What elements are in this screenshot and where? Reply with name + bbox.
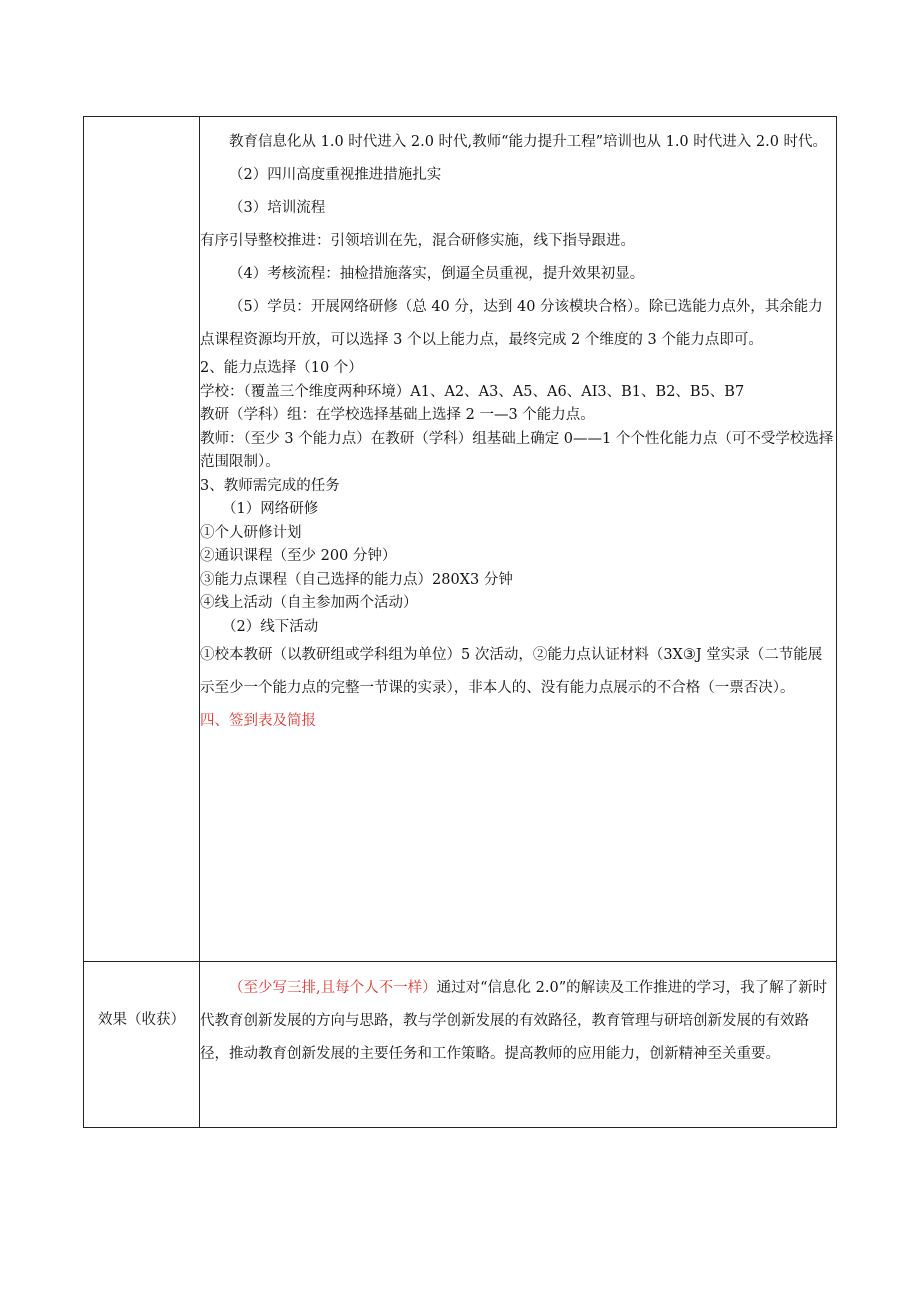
task-4: ④线上活动（自主参加两个活动） (200, 595, 418, 611)
section-3-heading: 3、教师需完成的任务 (200, 477, 340, 494)
offline-detail: ①校本教研（以教研组或学科组为单位）5 次活动，②能力点认证材料（3X③J 堂实录（二节能展示至少一个能力点的完整一节课的实录），非本人的、没有能力点展示的不合格（一票否决）。 (200, 647, 823, 696)
training-flow: 有序引导整校推进：引领培训在先，混合研修实施，线下指导跟进。 (200, 233, 635, 249)
effect-text: 通过对“信息化 2.0”的解读及工作推进的学习，我了解了新时代教育创新发展的方向与思路，教与学创新发展的有效路径，教育管理与研培创新发展的有效路径，推动教育创新发展的主要任务和工作策略。提高教师的应用能力，创新精神至关重要。 (200, 980, 828, 1062)
group-selection: 教研（学科）组：在学校选择基础上选择 2 一—3 个能力点。 (200, 407, 595, 423)
effect-label-cell (84, 962, 200, 1128)
effect-label: 效果（收获） (98, 1012, 185, 1028)
effect-note: （至少写三排,且每个人不一样） (229, 980, 437, 996)
task-2: ②通识课程（至少 200 分钟） (200, 548, 397, 564)
effect-row (84, 962, 837, 1128)
intro-paragraph: 教育信息化从 1.0 时代进入 2.0 时代,教师“能力提升工程”培训也从 1.0 时代进入 2.0 时代。 (229, 134, 828, 150)
report-table (83, 116, 837, 1128)
effect-content-cell (200, 962, 837, 1128)
section-2-heading: 2、能力点选择（10 个） (200, 360, 363, 376)
effect-paragraph (200, 972, 836, 1071)
school-selection: 学校：（覆盖三个维度两种环境）A1、A2、A3、A5、A6、AI3、B1、B2、B5、B7 (200, 383, 745, 400)
content-row (84, 117, 837, 962)
task-1: ①个人研修计划 (200, 524, 302, 541)
offline-heading: （2）线下活动 (222, 618, 319, 635)
content-cell (200, 117, 837, 962)
section-4-heading: 四、签到表及简报 (200, 713, 316, 729)
task-3: ③能力点课程（自己选择的能力点）280X3 分钟 (200, 571, 513, 588)
online-study-heading: （1）网络研修 (222, 501, 319, 517)
item-5: （5）学员：开展网络研修（总 40 分，达到 40 分该模块合格）。除已选能力点外，其余能力点课程资源均开放，可以选择 3 个以上能力点，最终完成 2 个维度的 3 个能力点即可。 (200, 299, 823, 348)
teacher-selection: 教师：（至少 3 个能力点）在教研（学科）组基础上确定 0——1 个个性化能力点（可不受学校选择范围限制）。 (200, 430, 834, 470)
row-label-cell (84, 117, 200, 962)
item-3: （3）培训流程 (229, 200, 326, 216)
item-2: （2）四川高度重视推进措施扎实 (229, 167, 442, 183)
item-4: （4）考核流程：抽检措施落实，倒逼全员重视，提升效果初显。 (229, 266, 645, 282)
